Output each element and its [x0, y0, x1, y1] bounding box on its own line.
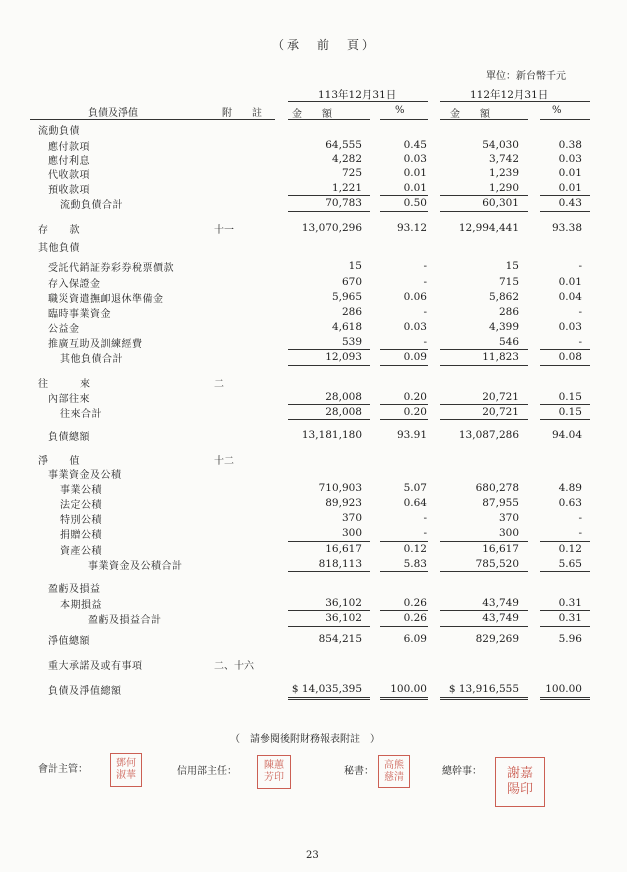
header-rule-current — [288, 101, 428, 102]
total-rule — [380, 626, 428, 627]
total-rule — [288, 404, 370, 405]
pct-current-cell: 6.09 — [403, 633, 427, 645]
amount-prior-cell: 785,520 — [475, 558, 519, 570]
pct-prior-cell: 0.01 — [558, 167, 582, 179]
amount-current-cell: 36,102 — [325, 612, 362, 624]
pct-prior-cell: - — [578, 527, 582, 539]
col-amount-prior: 金 額 — [450, 109, 490, 120]
amount-prior-cell: 370 — [498, 512, 519, 524]
pct-current-cell: 0.20 — [403, 406, 427, 418]
row-label: 資產公積 — [60, 546, 102, 557]
amount-current-cell: 89,923 — [325, 497, 362, 509]
row-label: 推廣互助及訓練經費 — [48, 339, 143, 350]
amount-prior-cell: 12,994,441 — [458, 222, 519, 234]
total-rule — [288, 349, 370, 350]
page-title: （承 前 頁） — [272, 38, 378, 52]
pct-prior-cell: 5.65 — [558, 558, 582, 570]
pct-prior-cell: 100.00 — [545, 683, 582, 695]
year-current: 113年12月31日 — [318, 89, 397, 101]
total-rule — [380, 697, 428, 700]
footnote: （ 請參閱後附財務報表附註 ） — [230, 734, 380, 745]
total-rule — [440, 211, 528, 212]
amount-prior-cell: 300 — [498, 527, 519, 539]
total-rule — [540, 571, 590, 572]
total-rule — [380, 610, 428, 611]
pct-prior-cell: 0.03 — [558, 321, 582, 333]
sig-secretary: 秘書： — [344, 766, 374, 777]
total-rule — [288, 610, 370, 611]
pct-current-cell: - — [423, 276, 427, 288]
amount-current-cell: 539 — [341, 336, 362, 348]
pct-prior-cell: 0.03 — [558, 153, 582, 165]
row-label: 應付款項 — [48, 142, 90, 153]
pct-current-cell: 0.26 — [403, 612, 427, 624]
pct-current-cell: 0.12 — [403, 543, 427, 555]
amount-current-cell: 13,181,180 — [301, 429, 362, 441]
row-label: 負債及淨值總額 — [48, 686, 122, 697]
pct-prior-cell: 0.43 — [558, 197, 582, 209]
amount-current-cell: 70,783 — [325, 197, 362, 209]
total-rule — [288, 697, 370, 700]
pct-prior-cell: 5.96 — [558, 633, 582, 645]
amount-current-cell: 28,008 — [325, 391, 362, 403]
total-rule — [540, 211, 590, 212]
total-rule — [440, 610, 528, 611]
row-label: 盈虧及損益合計 — [88, 615, 162, 626]
pct-prior-cell: 0.31 — [558, 597, 582, 609]
pct-prior-cell: - — [578, 306, 582, 318]
row-label: 事業資金及公積 — [48, 470, 122, 481]
total-rule — [380, 211, 428, 212]
pct-current-cell: 0.26 — [403, 597, 427, 609]
col-amount-current: 金 額 — [292, 109, 332, 120]
note-cell: 十二 — [214, 456, 234, 467]
total-rule — [440, 365, 528, 366]
amount-current-cell: 300 — [341, 527, 362, 539]
total-rule — [440, 571, 528, 572]
amount-prior-cell: 11,823 — [482, 351, 519, 363]
row-label: 法定公積 — [60, 500, 102, 511]
row-label: 應付利息 — [48, 156, 90, 167]
pct-current-cell: 93.91 — [396, 429, 427, 441]
amount-current-cell: 710,903 — [318, 482, 362, 494]
pct-prior-cell: - — [578, 512, 582, 524]
credit-director-seal: 陳蕙 芳印 — [257, 755, 291, 789]
amount-prior-cell: 829,269 — [475, 633, 519, 645]
amount-current-cell: 670 — [341, 276, 362, 288]
note-cell: 二、十六 — [214, 661, 254, 672]
amount-prior-cell: 4,399 — [488, 321, 519, 333]
total-rule — [380, 404, 428, 405]
row-label: 淨 值 — [38, 456, 80, 467]
row-label: 盈虧及損益 — [48, 584, 101, 595]
pct-prior-cell: 0.01 — [558, 182, 582, 194]
total-rule — [288, 195, 370, 196]
col-pct-current: % — [395, 105, 405, 116]
pct-current-cell: 0.45 — [403, 139, 427, 151]
row-label: 存 款 — [38, 225, 80, 236]
pct-prior-cell: 94.04 — [551, 429, 582, 441]
pct-prior-cell: 0.04 — [558, 291, 582, 303]
accountant-seal: 鄧何 淑華 — [110, 753, 142, 787]
amount-prior-cell: 87,955 — [482, 497, 519, 509]
header-underline-pct-pri — [540, 119, 590, 120]
total-rule — [288, 626, 370, 627]
amount-prior-cell: 680,278 — [475, 482, 519, 494]
pct-current-cell: 0.64 — [403, 497, 427, 509]
pct-current-cell: 5.07 — [403, 482, 427, 494]
pct-current-cell: 93.12 — [396, 222, 427, 234]
total-rule — [540, 195, 590, 196]
amount-prior-cell: 20,721 — [482, 391, 519, 403]
row-label: 內部往來 — [48, 394, 90, 405]
col-note-header: 附 註 — [222, 108, 262, 119]
pct-prior-cell: 4.89 — [558, 482, 582, 494]
total-rule — [540, 610, 590, 611]
pct-current-cell: 0.03 — [403, 321, 427, 333]
header-underline-amt-cur — [288, 119, 370, 120]
total-rule — [540, 697, 590, 700]
row-label: 流動負債 — [38, 126, 80, 137]
total-rule — [540, 365, 590, 366]
amount-prior-cell: $ 13,916,555 — [448, 683, 519, 695]
amount-prior-cell: 1,239 — [488, 167, 519, 179]
amount-current-cell: 13,070,296 — [301, 222, 362, 234]
pct-current-cell: 0.06 — [403, 291, 427, 303]
amount-current-cell: 818,113 — [318, 558, 362, 570]
pct-prior-cell: 0.63 — [558, 497, 582, 509]
row-label: 存入保證金 — [48, 279, 101, 290]
pct-current-cell: 0.09 — [403, 351, 427, 363]
amount-prior-cell: 15 — [505, 260, 519, 272]
col-item-header: 負債及淨值 — [88, 108, 138, 119]
row-label: 特別公積 — [60, 515, 102, 526]
row-label: 捐贈公積 — [60, 530, 102, 541]
row-label: 臨時事業資金 — [48, 309, 111, 320]
amount-prior-cell: 286 — [498, 306, 519, 318]
pct-current-cell: 0.50 — [403, 197, 427, 209]
total-rule — [380, 571, 428, 572]
total-rule — [540, 349, 590, 350]
sig-accountant: 會計主管： — [38, 764, 88, 775]
amount-current-cell: 854,215 — [318, 633, 362, 645]
amount-prior-cell: 43,749 — [482, 597, 519, 609]
pct-prior-cell: - — [578, 260, 582, 272]
amount-current-cell: 12,093 — [325, 351, 362, 363]
amount-prior-cell: 60,301 — [482, 197, 519, 209]
row-label: 往 來 — [38, 379, 91, 390]
year-prior: 112年12月31日 — [470, 89, 549, 101]
row-label: 事業公積 — [60, 485, 102, 496]
amount-current-cell: 4,282 — [331, 153, 362, 165]
pct-current-cell: - — [423, 260, 427, 272]
row-label: 代收款項 — [48, 170, 90, 181]
amount-prior-cell: 13,087,286 — [458, 429, 519, 441]
row-label: 往來合計 — [60, 409, 102, 420]
total-rule — [380, 541, 428, 542]
amount-current-cell: 370 — [341, 512, 362, 524]
unit-label: 單位：新台幣千元 — [486, 71, 566, 82]
total-rule — [440, 626, 528, 627]
total-rule — [440, 419, 528, 420]
amount-prior-cell: 20,721 — [482, 406, 519, 418]
amount-prior-cell: 16,617 — [482, 543, 519, 555]
header-underline-left — [30, 119, 275, 120]
pct-current-cell: 0.01 — [403, 182, 427, 194]
pct-prior-cell: 0.01 — [558, 276, 582, 288]
note-cell: 二 — [214, 379, 224, 390]
total-rule — [288, 419, 370, 420]
pct-current-cell: 0.03 — [403, 153, 427, 165]
total-rule — [540, 541, 590, 542]
total-rule — [380, 419, 428, 420]
amount-prior-cell: 54,030 — [482, 139, 519, 151]
amount-current-cell: 15 — [348, 260, 362, 272]
total-rule — [440, 349, 528, 350]
total-rule — [440, 541, 528, 542]
note-cell: 十一 — [214, 225, 234, 236]
amount-prior-cell: 3,742 — [488, 153, 519, 165]
amount-current-cell: 64,555 — [325, 139, 362, 151]
row-label: 預收款項 — [48, 185, 90, 196]
row-label: 重大承諾及或有事項 — [48, 661, 143, 672]
amount-prior-cell: 43,749 — [482, 612, 519, 624]
total-rule — [540, 419, 590, 420]
total-rule — [288, 571, 370, 572]
row-label: 受託代銷証券彩券稅票價款 — [48, 263, 174, 274]
amount-current-cell: 5,965 — [331, 291, 362, 303]
amount-prior-cell: 546 — [498, 336, 519, 348]
row-label: 流動負債合計 — [60, 200, 123, 211]
amount-current-cell: 28,008 — [325, 406, 362, 418]
pct-prior-cell: 0.08 — [558, 351, 582, 363]
total-rule — [440, 195, 528, 196]
amount-current-cell: 4,618 — [331, 321, 362, 333]
amount-current-cell: 16,617 — [325, 543, 362, 555]
header-underline-amt-pri — [440, 119, 528, 120]
total-rule — [540, 404, 590, 405]
row-label: 其他負債合計 — [60, 354, 123, 365]
pct-prior-cell: 0.15 — [558, 406, 582, 418]
row-label: 其他負債 — [38, 243, 80, 254]
total-rule — [288, 365, 370, 366]
row-label: 公益金 — [48, 324, 80, 335]
header-rule-prior — [440, 101, 590, 102]
pct-current-cell: 0.20 — [403, 391, 427, 403]
row-label: 職災資遣撫卹退休準備金 — [48, 294, 164, 305]
amount-current-cell: $ 14,035,395 — [291, 683, 362, 695]
pct-prior-cell: 0.15 — [558, 391, 582, 403]
pct-current-cell: - — [423, 512, 427, 524]
pct-current-cell: 5.83 — [403, 558, 427, 570]
amount-current-cell: 1,221 — [331, 182, 362, 194]
pct-prior-cell: 0.31 — [558, 612, 582, 624]
amount-current-cell: 286 — [341, 306, 362, 318]
row-label: 事業資金及公積合計 — [88, 561, 183, 572]
pct-prior-cell: - — [578, 336, 582, 348]
page-number: 23 — [306, 850, 319, 861]
pct-prior-cell: 0.12 — [558, 543, 582, 555]
total-rule — [380, 349, 428, 350]
pct-current-cell: - — [423, 336, 427, 348]
total-rule — [288, 541, 370, 542]
total-rule — [440, 697, 528, 700]
header-underline-pct-cur — [380, 119, 428, 120]
sig-general-manager: 總幹事： — [442, 766, 482, 777]
row-label: 負債總額 — [48, 432, 90, 443]
secretary-seal: 高熊 慈清 — [378, 755, 410, 788]
amount-current-cell: 725 — [341, 167, 362, 179]
pct-current-cell: 100.00 — [390, 683, 427, 695]
sig-credit-director: 信用部主任： — [177, 766, 237, 777]
amount-prior-cell: 1,290 — [488, 182, 519, 194]
total-rule — [380, 365, 428, 366]
pct-prior-cell: 0.38 — [558, 139, 582, 151]
row-label: 淨值總額 — [48, 636, 90, 647]
amount-prior-cell: 715 — [498, 276, 519, 288]
general-manager-seal: 謝嘉 陽印 — [495, 757, 545, 807]
pct-prior-cell: 93.38 — [551, 222, 582, 234]
total-rule — [540, 626, 590, 627]
pct-current-cell: - — [423, 527, 427, 539]
total-rule — [288, 211, 370, 212]
pct-current-cell: - — [423, 306, 427, 318]
pct-current-cell: 0.01 — [403, 167, 427, 179]
amount-prior-cell: 5,862 — [488, 291, 519, 303]
col-pct-prior: % — [552, 105, 562, 116]
total-rule — [440, 404, 528, 405]
total-rule — [380, 195, 428, 196]
row-label: 本期損益 — [60, 600, 102, 611]
amount-current-cell: 36,102 — [325, 597, 362, 609]
